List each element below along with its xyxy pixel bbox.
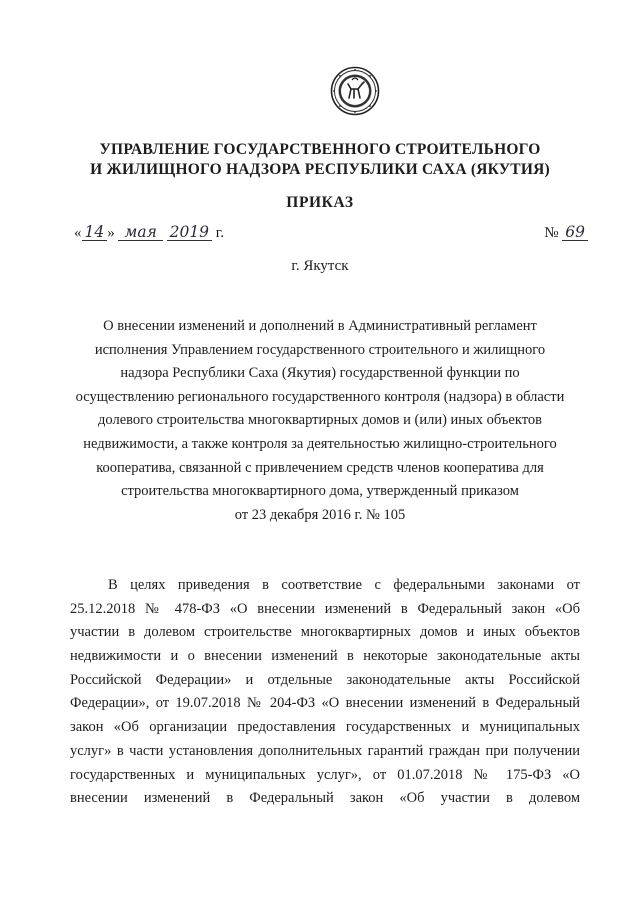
document-type-title: ПРИКАЗ [286,194,354,211]
date-quote-close: » [107,225,115,241]
subject-line: недвижимости, а также контроля за деятельностью жилищно-строительного [83,435,557,452]
subject-line: надзора Республики Саха (Якутия) государственной функции по [120,365,520,382]
body-line: В целях приведения в соответствие с федеральными законами от [108,577,580,593]
body-line: государственных и муниципальных услуг», от 01.07.2018 № 175-ФЗ «О [70,766,580,783]
subject-line: кооператива, связанной с привлечением средств членов кооператива для [96,459,544,476]
body-line: 25.12.2018 № 478-ФЗ «О внесении изменений в Федеральный закон «Об [70,600,580,617]
body-line: участии в долевом строительстве многоквартирных домов и иных объектов [70,624,580,641]
organization-name-line2: И ЖИЛИЩНОГО НАДЗОРА РЕСПУБЛИКИ САХА (ЯКУТИЯ) [90,161,550,178]
date-month: мая [118,224,162,241]
body-line: закон «Об организации предоставления государственных и муниципальных [70,719,580,736]
subject-line: строительства многоквартирного дома, утвержденный приказом [121,483,519,500]
organization-name-line1: УПРАВЛЕНИЕ ГОСУДАРСТВЕННОГО СТРОИТЕЛЬНОГО [99,141,541,158]
order-subject [70,315,570,527]
body-line: внесении изменений в Федеральный закон «Об участии в долевом [70,790,580,807]
subject-line: долевого строительства многоквартирных домов и (или) иных объектов [98,412,542,429]
subject-line: исполнения Управлением государственного строительного и жилищного [94,341,546,358]
date-suffix: г. [215,225,225,241]
body-line: Федерации», от 19.07.2018 № 204-ФЗ «О внесении изменений в Федеральный [70,695,580,712]
subject-line: от 23 декабря 2016 г. № 105 [234,506,406,523]
date-quote-open: « [74,225,82,241]
body-line: услуг» в части установления дополнительных гарантий граждан при получении [70,742,580,759]
subject-line: О внесении изменений и дополнений в Административный регламент [103,318,537,334]
number-value: 69 [562,224,588,241]
city: г. Якутск [291,258,349,274]
date-year: 2019 [167,224,212,241]
order-date [74,224,224,242]
body-line: недвижимости и о внесении изменений в некоторые законодательные акты [70,648,580,665]
order-body-paragraph [70,574,580,811]
date-day: 14 [82,224,108,241]
subject-line: осуществлению регионального государственного контроля (надзора) в области [75,388,565,405]
coat-of-arms-emblem-icon [330,66,380,116]
order-number [544,224,588,242]
number-prefix: № [544,225,559,241]
body-line: Российской Федерации» и отдельные законодательные акты Российской [70,671,580,688]
